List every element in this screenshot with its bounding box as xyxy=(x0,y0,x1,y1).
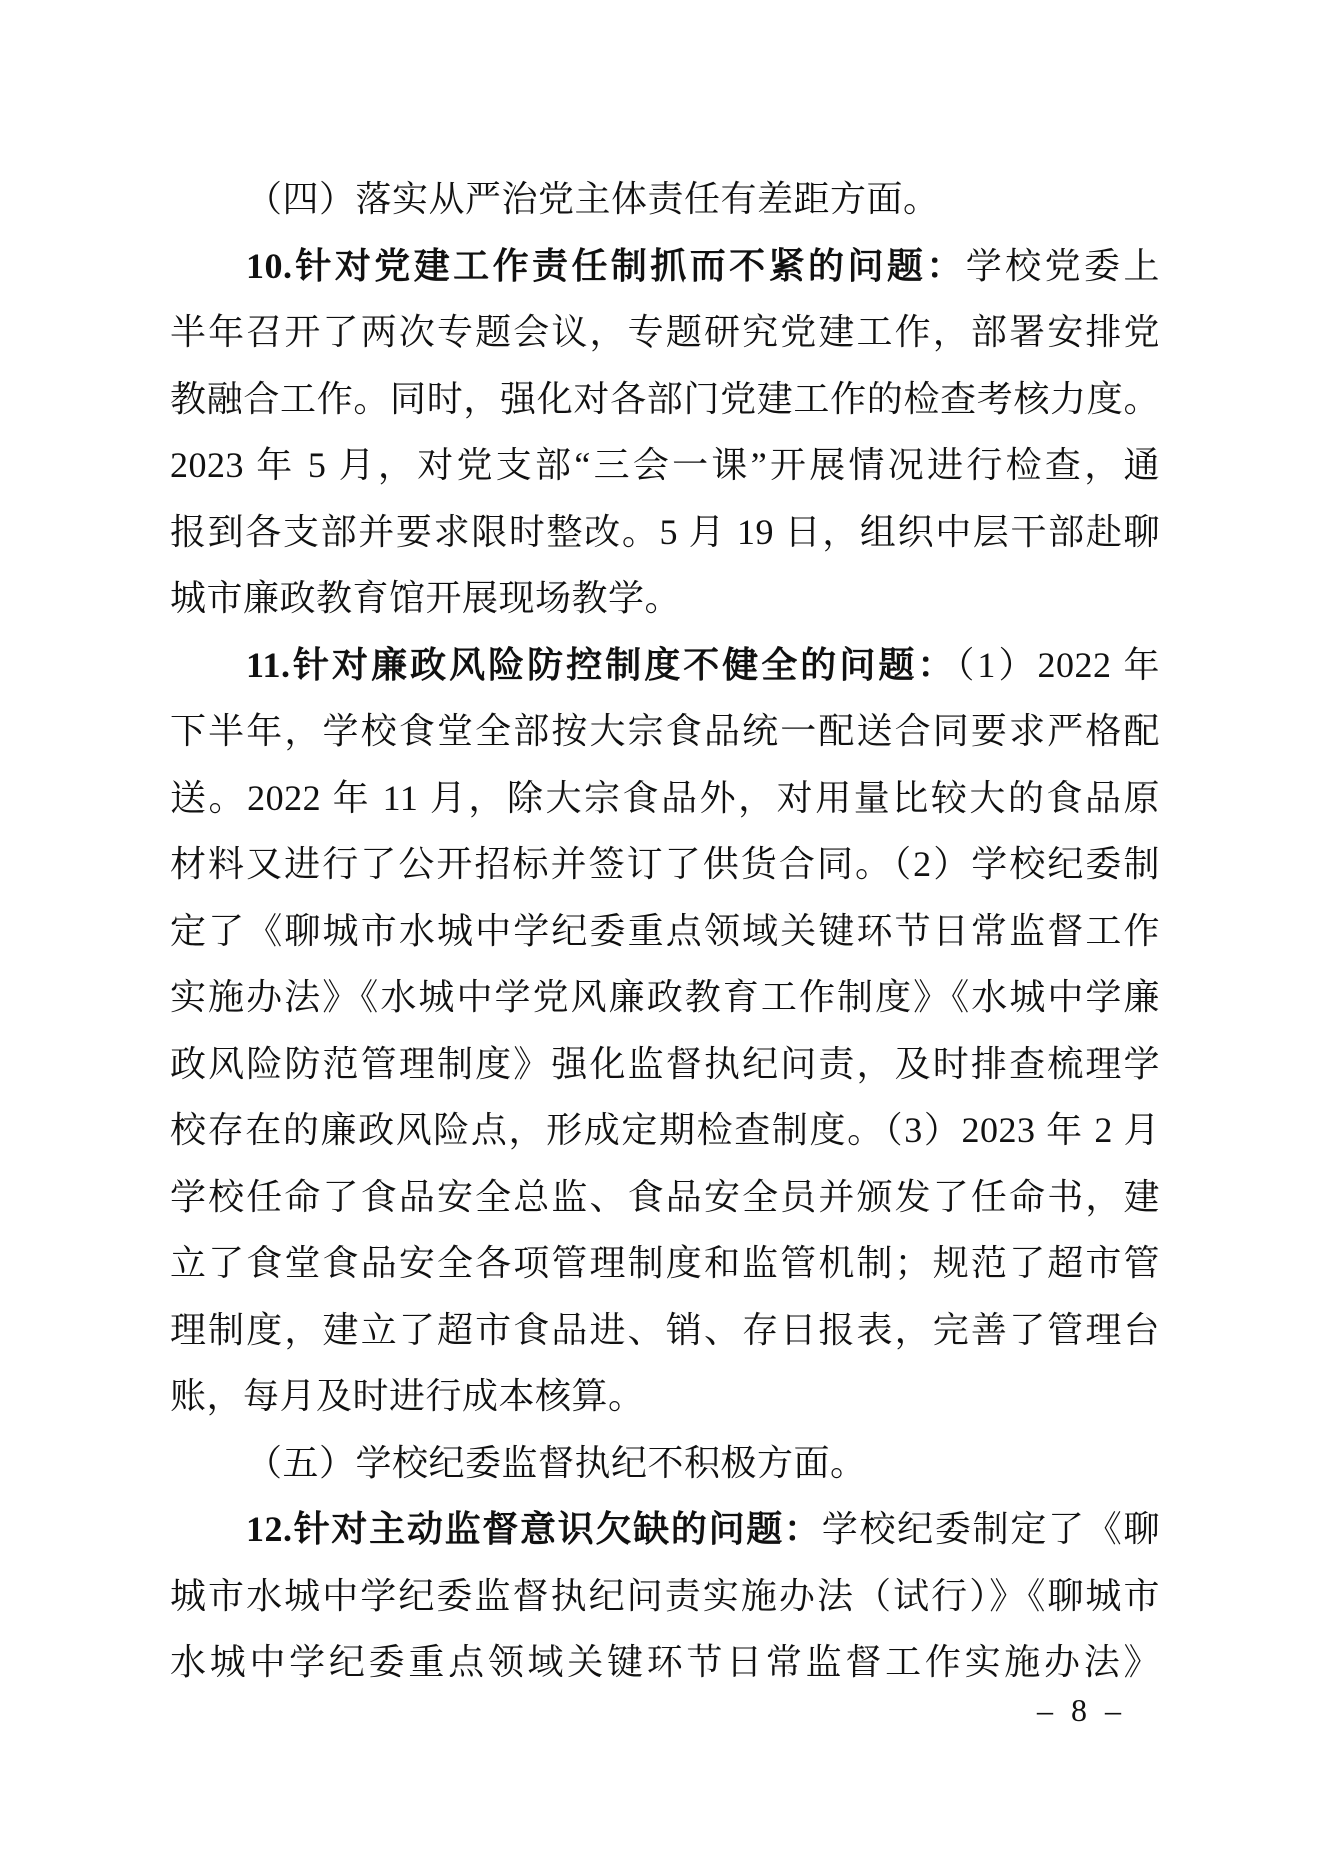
doc-line: 教融合工作。同时，强化对各部门党建工作的检查考核力度。 xyxy=(170,378,1160,419)
doc-line: 半年召开了两次专题会议，专题研究党建工作，部署安排党 xyxy=(170,312,1160,352)
doc-line: 校存在的廉政风险点，形成定期检查制度。（3）2023 年 2 月 xyxy=(170,1110,1160,1150)
doc-line: 立了食堂食品安全各项管理制度和监管机制；规范了超市管 xyxy=(170,1243,1160,1283)
item-11-number-heading: 11.针对廉政风险防控制度不健全的问题： xyxy=(246,644,957,685)
section-heading-4: （四）落实从严治党主体责任有差距方面。 xyxy=(246,179,940,219)
section-heading-5: （五）学校纪委监督执纪不积极方面。 xyxy=(246,1442,867,1483)
item-12-number-heading: 12.针对主动监督意识欠缺的问题： xyxy=(246,1509,822,1549)
paragraph-text: 学校纪委制定了《聊 xyxy=(821,1509,1160,1549)
doc-line: 材料又进行了公开招标并签订了供货合同。（2）学校纪委制 xyxy=(170,844,1160,884)
doc-line: 理制度，建立了超市食品进、销、存日报表，完善了管理台 xyxy=(170,1309,1160,1350)
paragraph-11-line xyxy=(170,632,1160,699)
doc-line: 2023 年 5 月，对党支部“三会一课”开展情况进行检查，通 xyxy=(170,445,1160,485)
paragraph-12-line xyxy=(170,1496,1160,1563)
paragraph-text: 学校党委上 xyxy=(965,245,1160,286)
paragraph-text: （1）2022 年 xyxy=(956,644,1160,685)
doc-line: 政风险防范管理制度》强化监督执纪问责，及时排查梳理学 xyxy=(170,1043,1160,1084)
doc-line: 学校任命了食品安全总监、食品安全员并颁发了任命书，建 xyxy=(170,1176,1160,1217)
doc-line: 城市廉政教育馆开展现场教学。 xyxy=(170,578,682,618)
page-footer xyxy=(1037,1692,1123,1729)
page-number: – 8 – xyxy=(1037,1692,1123,1728)
doc-line: 定了《聊城市水城中学纪委重点领域关键环节日常监督工作 xyxy=(170,910,1160,951)
doc-line: 报到各支部并要求限时整改。5 月 19 日，组织中层干部赴聊 xyxy=(170,511,1160,552)
doc-line: 实施办法》《水城中学党风廉政教育工作制度》《水城中学廉 xyxy=(170,977,1160,1017)
doc-line: 水城中学纪委重点领域关键环节日常监督工作实施办法》 xyxy=(170,1642,1160,1682)
doc-line: 城市水城中学纪委监督执纪问责实施办法（试行）》《聊城市 xyxy=(170,1575,1160,1616)
doc-line: 下半年，学校食堂全部按大宗食品统一配送合同要求严格配 xyxy=(170,711,1160,751)
item-10-number-heading: 10.针对党建工作责任制抓而不紧的问题： xyxy=(246,245,966,286)
doc-line: 账，每月及时进行成本核算。 xyxy=(170,1376,645,1416)
document-body xyxy=(170,166,1160,1696)
paragraph-10-line xyxy=(170,233,1160,300)
doc-line: 送。2022 年 11 月，除大宗食品外，对用量比较大的食品原 xyxy=(170,777,1160,818)
